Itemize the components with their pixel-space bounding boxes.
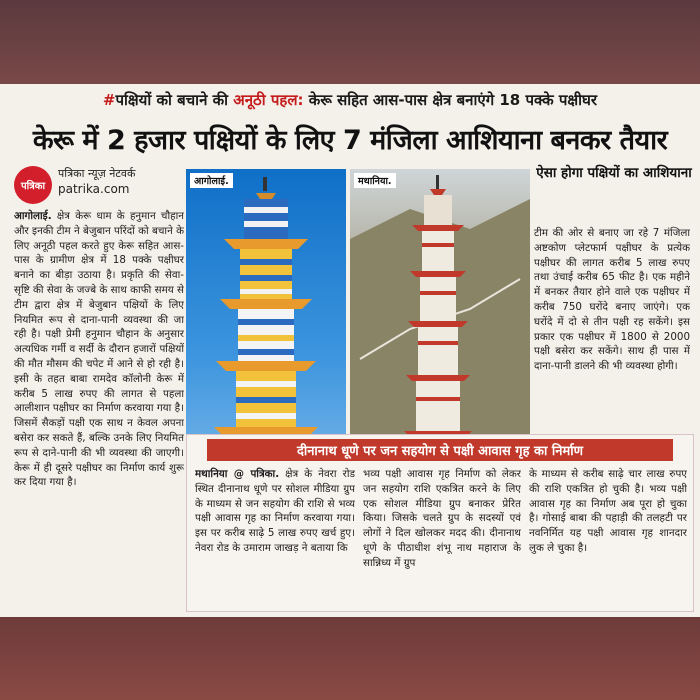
patrika-logo: पत्रिका [14, 166, 52, 204]
kicker-part2: केरू सहित आस-पास क्षेत्र बनाएंगे 18 पक्के पक्षीघर [303, 91, 598, 109]
kicker-line [0, 90, 700, 110]
kicker-highlight: अनूठी पहल: [233, 91, 304, 109]
side-heading: ऐसा होगा पक्षियों का आशियाना [536, 165, 692, 181]
sidebar-story-box [186, 434, 694, 612]
story-column-3: टीम की ओर से बनाए जा रहे 7 मंजिला अष्टकोण प्लेटफार्म पक्षीघर के प्रत्येक पक्षीघर की लागत करीब 5 लाख रुपए तथा उंचाई करीब 65 फीट है। एक महीने में बनकर तैयार होने वाले एक पक्षीघर में करीब 750 घरोंदे बनाए जाएंगे। एक घरोंदे में दो से तीन पक्षी रह सकेंगे। इस प्रकार एक पक्षीघर में 1800 से 2000 पक्षी बसेरा कर सकेंगे। साथ ही पास में दाना-पानी डालने की भी व्यवस्था होगी। [534, 227, 690, 373]
photo-tag-left: आगोलाई. [190, 173, 233, 188]
newspaper-clipping [0, 84, 700, 617]
column1-text: क्षेत्र केरू धाम के हनुमान चौहान और इनकी टीम ने बेजुबान परिंदों को बचाने के लिए अनूठी पहल करते हुए केरू सहित आस-पास के ग्रामीण क्षेत्र में 18 पक्के पक्षीघर बनाने का बीड़ा उठाया है। प्रकृति की सेवा-सृष्टि की सेवा के जज्बे के साथ काफी समय से टीम द्वारा क्षेत्र में बेजुबान पक्षियों के लिए नियमित रूप से दाना-पानी व्यवस्था की जा रही है। पक्षी प्रेमी हनुमान चौहान के अनुसार अत्यधिक गर्मी व सर्दी के दौरान हजारों पक्षियों की मौत मौसम की चपेट में आने से हो रही है। इसी के तहत बाबा रामदेव कॉलोनी केरू में करीब 5 लाख रुपए की लागत से पहला आलीशान पक्षीघर का निर्माण करवाया गया है। जिसमें सैकड़ों पक्षी एक साथ न केवल अपना बसेरा कर सकते हैं, बल्कि उनके लिए नियमित रूप से दाने-पानी की भी व्यवस्था की जाएगी। केरू में ही दूसरे पक्षीघर का निर्माण कार्य शुरू कर दिया गया है। [14, 210, 184, 489]
sidebar-column-2: भव्य पक्षी आवास गृह निर्माण को लेकर जन सहयोग राशि एकत्रित करने के लिए एक सोशल मीडिया ग्रुप बनाकर प्रेरित किया। जिसके चलते ग्रुप के सदस्यों एवं लोगों ने दिल खोलकर मदद की। दीनानाथ धूणे के पीठाधीश शंभू नाथ महाराज के सान्निध्य में ग्रुप [363, 468, 521, 569]
news-network-label: पत्रिका न्यूज़ नेटवर्क [58, 167, 136, 180]
sidebar-column-1-text: क्षेत्र के नेवरा रोड स्थित दीनानाथ धूणे पर सोशल मीडिया ग्रुप के माध्यम से जन सहयोग की राशि से भव्य पक्षी आवास गृह का निर्माण करवाया गया। इस पर करीब साढ़े 5 लाख रुपए खर्च हुए। नेवरा रोड के उमाराम जाखड़ ने बताया कि [195, 468, 355, 554]
background-bottom [0, 617, 700, 700]
dateline: आगोलाई. [14, 210, 52, 222]
kicker-hash: # [102, 91, 116, 109]
story-column-1 [14, 209, 184, 614]
sidebar-story-heading: दीनानाथ धूणे पर जन सहयोग से पक्षी आवास गृह का निर्माण [207, 439, 673, 461]
headline: केरू में 2 हजार पक्षियों के लिए 7 मंजिला आशियाना बनकर तैयार [32, 125, 668, 156]
brand-url: patrika.com [58, 182, 130, 196]
photo-tag-right: मथानिया. [354, 173, 396, 188]
kicker-part1: पक्षियों को बचाने की [115, 91, 234, 109]
sidebar-column-1 [195, 467, 355, 609]
sidebar-dateline: मथानिया @ पत्रिका. [195, 468, 280, 480]
sidebar-column-3: के माध्यम से करीब साढ़े चार लाख रुपए की राशि एकत्रित हो चुकी है। भव्य पक्षी आवास गृह का निर्माण अब पूरा हो चुका है। गोसाई बाबा की पहाड़ी की तलहटी पर नवनिर्मित यह पक्षी आवास गृह शानदार लुक ले चुका है। [529, 468, 687, 554]
background-top [0, 0, 700, 84]
